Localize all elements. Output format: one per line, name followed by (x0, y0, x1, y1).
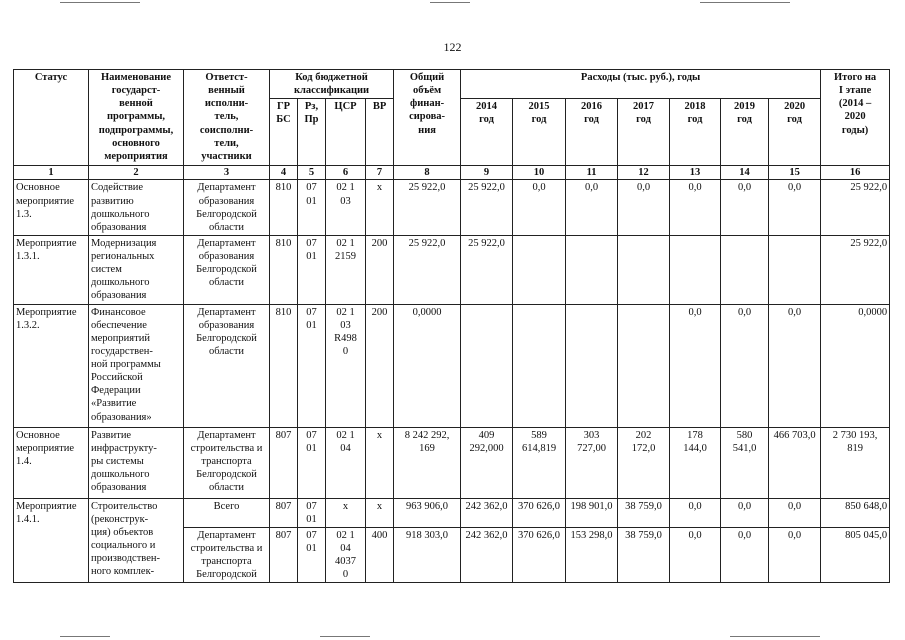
cell-2016 (566, 235, 618, 304)
column-number: 15 (769, 166, 821, 180)
header-expenses: Расходы (тыс. руб.), годы (461, 70, 821, 99)
column-number: 4 (270, 166, 298, 180)
cell-2014 (461, 304, 513, 427)
header-responsible: Ответст- венный исполни- тель, соисполни- тели, участники (184, 70, 270, 166)
cell-2019: 0,0 (721, 180, 769, 236)
table-row (14, 304, 890, 427)
cell-2019 (721, 235, 769, 304)
cell-2018: 178 144,0 (670, 427, 721, 498)
cell-rzpr: 07 01 (298, 427, 326, 498)
cell-2020: 0,0 (769, 527, 821, 583)
cell-2017: 0,0 (618, 180, 670, 236)
table-row (14, 427, 890, 498)
cell-2015: 0,0 (513, 180, 566, 236)
header-year-2019: 2019 год (721, 99, 769, 166)
cell-2014: 25 922,0 (461, 180, 513, 236)
cell-2016: 198 901,0 (566, 498, 618, 527)
cell-2017: 38 759,0 (618, 498, 670, 527)
cell-2016 (566, 304, 618, 427)
header-year-2018: 2018 год (670, 99, 721, 166)
cell-2020: 0,0 (769, 180, 821, 236)
cell-2018: 0,0 (670, 180, 721, 236)
cell-2017 (618, 235, 670, 304)
cell-2015: 370 626,0 (513, 498, 566, 527)
cell-responsible: Департамент строительства и транспорта Белгородской области (184, 427, 270, 498)
header-row-1 (14, 70, 890, 99)
budget-table (13, 69, 890, 583)
column-number: 9 (461, 166, 513, 180)
header-vr: ВР (366, 99, 394, 166)
header-name: Наименование государст- венной программы, подпрограммы, основного мероприятия (89, 70, 184, 166)
cell-name: Содействие развитию дошкольного образования (89, 180, 184, 236)
cell-2020: 0,0 (769, 498, 821, 527)
cell-name: Развитие инфраструкту- ры системы дошкольного образования (89, 427, 184, 498)
cell-csr: 02 1 04 4037 0 (326, 527, 366, 583)
header-year-2015: 2015 год (513, 99, 566, 166)
column-number: 1 (14, 166, 89, 180)
column-number: 16 (821, 166, 890, 180)
cell-2019: 0,0 (721, 498, 769, 527)
header-csr: ЦСР (326, 99, 366, 166)
cell-vr: х (366, 180, 394, 236)
cell-csr: 02 1 04 (326, 427, 366, 498)
cell-2017: 202 172,0 (618, 427, 670, 498)
header-year-2020: 2020 год (769, 99, 821, 166)
cell-responsible: Всего (184, 498, 270, 527)
cell-csr: х (326, 498, 366, 527)
cell-rzpr: 07 01 (298, 235, 326, 304)
cell-grbs: 807 (270, 427, 298, 498)
column-number-row (14, 166, 890, 180)
column-number: 10 (513, 166, 566, 180)
cell-grbs: 807 (270, 498, 298, 527)
column-number: 5 (298, 166, 326, 180)
cell-stage-total: 25 922,0 (821, 180, 890, 236)
scan-artifact-line (700, 2, 790, 3)
scan-artifact-line (60, 2, 140, 3)
header-budget-code: Код бюджетной классификации (270, 70, 394, 99)
cell-rzpr: 07 01 (298, 304, 326, 427)
column-number: 7 (366, 166, 394, 180)
scan-artifact-line (320, 636, 370, 637)
cell-stage-total: 25 922,0 (821, 235, 890, 304)
cell-2018: 0,0 (670, 527, 721, 583)
header-rzpr: Рз, Пр (298, 99, 326, 166)
cell-status: Мероприятие 1.4.1. (14, 498, 89, 583)
table-row (14, 235, 890, 304)
cell-2014: 25 922,0 (461, 235, 513, 304)
cell-2017 (618, 304, 670, 427)
cell-name: Модернизация региональных систем дошкольного образования (89, 235, 184, 304)
header-stage-total: Итого на I этапе (2014 – 2020 годы) (821, 70, 890, 166)
cell-2018: 0,0 (670, 498, 721, 527)
column-number: 13 (670, 166, 721, 180)
cell-stage-total: 850 648,0 (821, 498, 890, 527)
cell-2019: 580 541,0 (721, 427, 769, 498)
cell-2020: 0,0 (769, 304, 821, 427)
header-total-volume: Общий объём финан- сирова- ния (394, 70, 461, 166)
cell-stage-total: 0,0000 (821, 304, 890, 427)
column-number: 11 (566, 166, 618, 180)
column-number: 12 (618, 166, 670, 180)
scan-artifact-line (430, 2, 470, 3)
scan-artifact-line (730, 636, 820, 637)
cell-responsible: Департамент строительства и транспорта Белгородской (184, 527, 270, 583)
header-year-2016: 2016 год (566, 99, 618, 166)
cell-vr: 200 (366, 304, 394, 427)
cell-rzpr: 07 01 (298, 527, 326, 583)
header-year-2014: 2014 год (461, 99, 513, 166)
cell-status: Мероприятие 1.3.2. (14, 304, 89, 427)
cell-grbs: 810 (270, 235, 298, 304)
cell-2016: 153 298,0 (566, 527, 618, 583)
cell-2018 (670, 235, 721, 304)
cell-status: Мероприятие 1.3.1. (14, 235, 89, 304)
cell-2016: 0,0 (566, 180, 618, 236)
cell-total: 918 303,0 (394, 527, 461, 583)
cell-2015 (513, 235, 566, 304)
cell-2017: 38 759,0 (618, 527, 670, 583)
cell-name: Строительство (реконструк- ция) объектов социального и производствен- ного комплек- (89, 498, 184, 583)
cell-grbs: 810 (270, 304, 298, 427)
cell-2016: 303 727,00 (566, 427, 618, 498)
cell-vr: 400 (366, 527, 394, 583)
cell-status: Основное мероприятие 1.3. (14, 180, 89, 236)
column-number: 2 (89, 166, 184, 180)
cell-total: 8 242 292, 169 (394, 427, 461, 498)
cell-csr: 02 1 2159 (326, 235, 366, 304)
cell-grbs: 810 (270, 180, 298, 236)
cell-grbs: 807 (270, 527, 298, 583)
cell-2014: 409 292,000 (461, 427, 513, 498)
cell-2014: 242 362,0 (461, 527, 513, 583)
cell-2015: 589 614,819 (513, 427, 566, 498)
cell-total: 25 922,0 (394, 235, 461, 304)
cell-2015 (513, 304, 566, 427)
cell-csr: 02 1 03 R498 0 (326, 304, 366, 427)
column-number: 14 (721, 166, 769, 180)
column-number: 3 (184, 166, 270, 180)
cell-2019: 0,0 (721, 304, 769, 427)
cell-rzpr: 07 01 (298, 498, 326, 527)
cell-2018: 0,0 (670, 304, 721, 427)
cell-total: 25 922,0 (394, 180, 461, 236)
table-row (14, 180, 890, 236)
cell-name: Финансовое обеспечение мероприятий государствен- ной программы Российской Федерации «Развитие образования» (89, 304, 184, 427)
cell-2015: 370 626,0 (513, 527, 566, 583)
column-number: 6 (326, 166, 366, 180)
cell-stage-total: 2 730 193, 819 (821, 427, 890, 498)
table-row (14, 498, 890, 527)
cell-responsible: Департамент образования Белгородской области (184, 180, 270, 236)
cell-2014: 242 362,0 (461, 498, 513, 527)
cell-vr: 200 (366, 235, 394, 304)
cell-responsible: Департамент образования Белгородской области (184, 304, 270, 427)
cell-2019: 0,0 (721, 527, 769, 583)
header-grbs: ГР БС (270, 99, 298, 166)
cell-status: Основное мероприятие 1.4. (14, 427, 89, 498)
cell-vr: х (366, 498, 394, 527)
header-status: Статус (14, 70, 89, 166)
header-year-2017: 2017 год (618, 99, 670, 166)
cell-total: 0,0000 (394, 304, 461, 427)
cell-responsible: Департамент образования Белгородской области (184, 235, 270, 304)
cell-2020: 466 703,0 (769, 427, 821, 498)
cell-vr: х (366, 427, 394, 498)
cell-rzpr: 07 01 (298, 180, 326, 236)
cell-total: 963 906,0 (394, 498, 461, 527)
scan-artifact-line (60, 636, 110, 637)
cell-stage-total: 805 045,0 (821, 527, 890, 583)
page-number: 122 (443, 40, 462, 54)
cell-csr: 02 1 03 (326, 180, 366, 236)
column-number: 8 (394, 166, 461, 180)
cell-2020 (769, 235, 821, 304)
